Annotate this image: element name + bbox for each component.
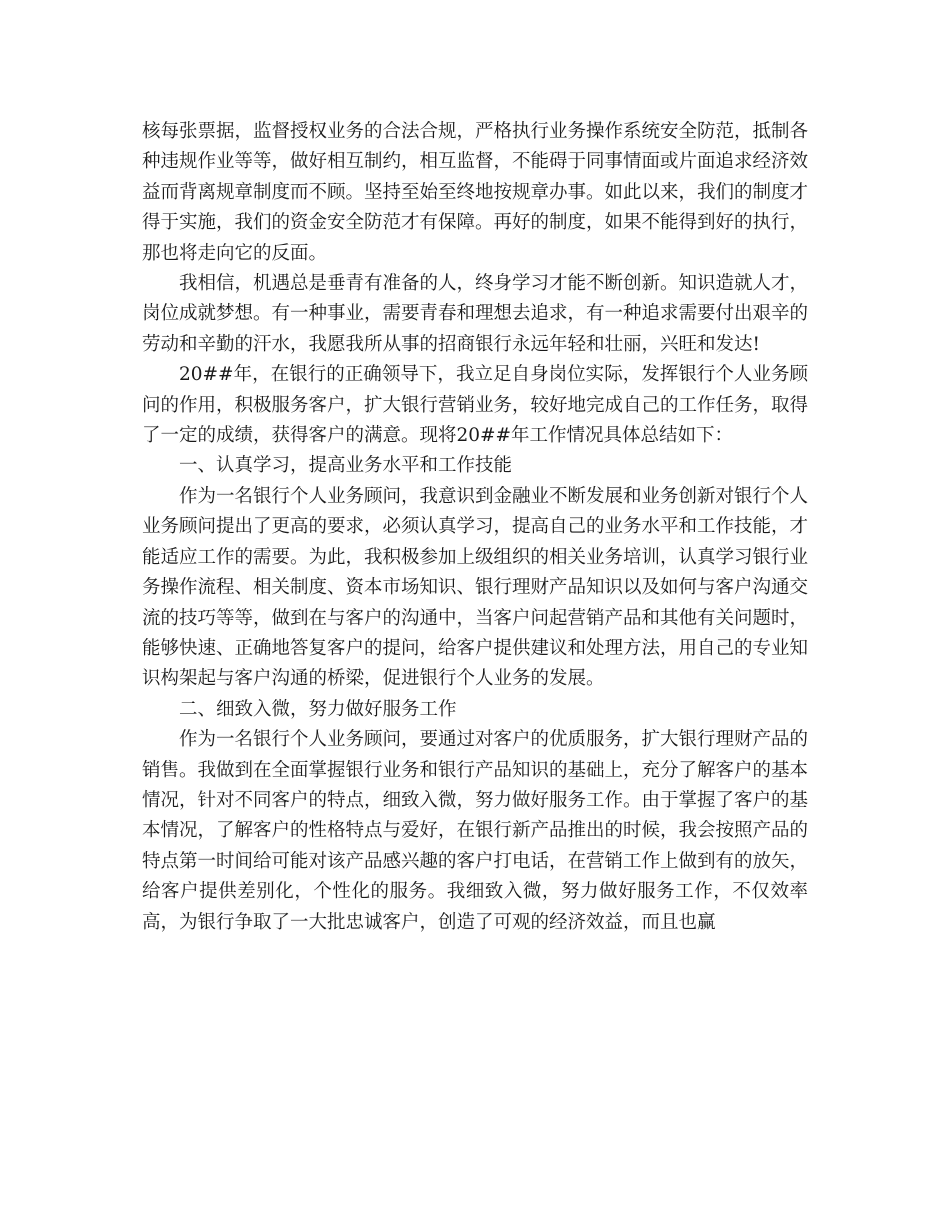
section-heading-service: 二、细致入微，努力做好服务工作	[179, 698, 457, 720]
paragraph-study: 作为一名银行个人业务顾问，我意识到金融业不断发展和业务创新对银行个人业务顾问提出了更高的要求，必须认真学习，提高自己的业务水平和工作技能，才能适应工作的需要。为此，我积极参加上级组织的相关业务培训，认真学习银行业务操作流程、相关制度、资本市场知识、银行理财产品知识以及如何与客户沟通交流的技巧等等，做到在与客户的沟通中，当客户问起营销产品和其他有关问题时，能够快速、正确地答复客户的提问，给客户提供建议和处理方法，用自己的专业知识构架起与客户沟通的桥梁，促进银行个人业务的发展。	[142, 485, 809, 690]
paragraph-service: 作为一名银行个人业务顾问，要通过对客户的优质服务，扩大银行理财产品的销售。我做到在全面掌握银行业务和银行产品知识的基础上，充分了解客户的基本情况，针对不同客户的特点，细致入微，努力做好服务工作。由于掌握了客户的基本情况，了解客户的性格特点与爱好，在银行新产品推出的时候，我会按照产品的特点第一时间给可能对该产品感兴趣的客户打电话，在营销工作上做到有的放矢，给客户提供差别化，个性化的服务。我细致入微，努力做好服务工作，不仅效率高，为银行争取了一大批忠诚客户，创造了可观的经济效益，而且也赢	[142, 729, 809, 933]
paragraph-opportunity: 我相信，机遇总是垂青有准备的人，终身学习才能不断创新。知识造就人才，岗位成就梦想。有一种事业，需要青春和理想去追求，有一种追求需要付出艰辛的劳动和辛勤的汗水，我愿我所从事的招商银行永远年轻和壮丽，兴旺和发达!	[142, 273, 809, 355]
paragraph-year-summary: 20##年，在银行的正确领导下，我立足自身岗位实际，发挥银行个人业务顾问的作用，积极服务客户，扩大银行营销业务，较好地完成自己的工作任务，取得了一定的成绩，获得客户的满意。现将20##年工作情况具体总结如下：	[142, 364, 809, 447]
document-body	[142, 117, 808, 938]
section-heading-study: 一、认真学习，提高业务水平和工作技能	[179, 455, 513, 477]
paragraph-continuation: 核每张票据，监督授权业务的合法合规，严格执行业务操作系统安全防范，抵制各种违规作业等等，做好相互制约，相互监督，不能碍于同事情面或片面追求经济效益而背离规章制度而不顾。坚持至始至终地按规章办事。如此以来，我们的制度才得于实施，我们的资金安全防范才有保障。再好的制度，如果不能得到好的执行，那也将走向它的反面。	[142, 121, 809, 264]
